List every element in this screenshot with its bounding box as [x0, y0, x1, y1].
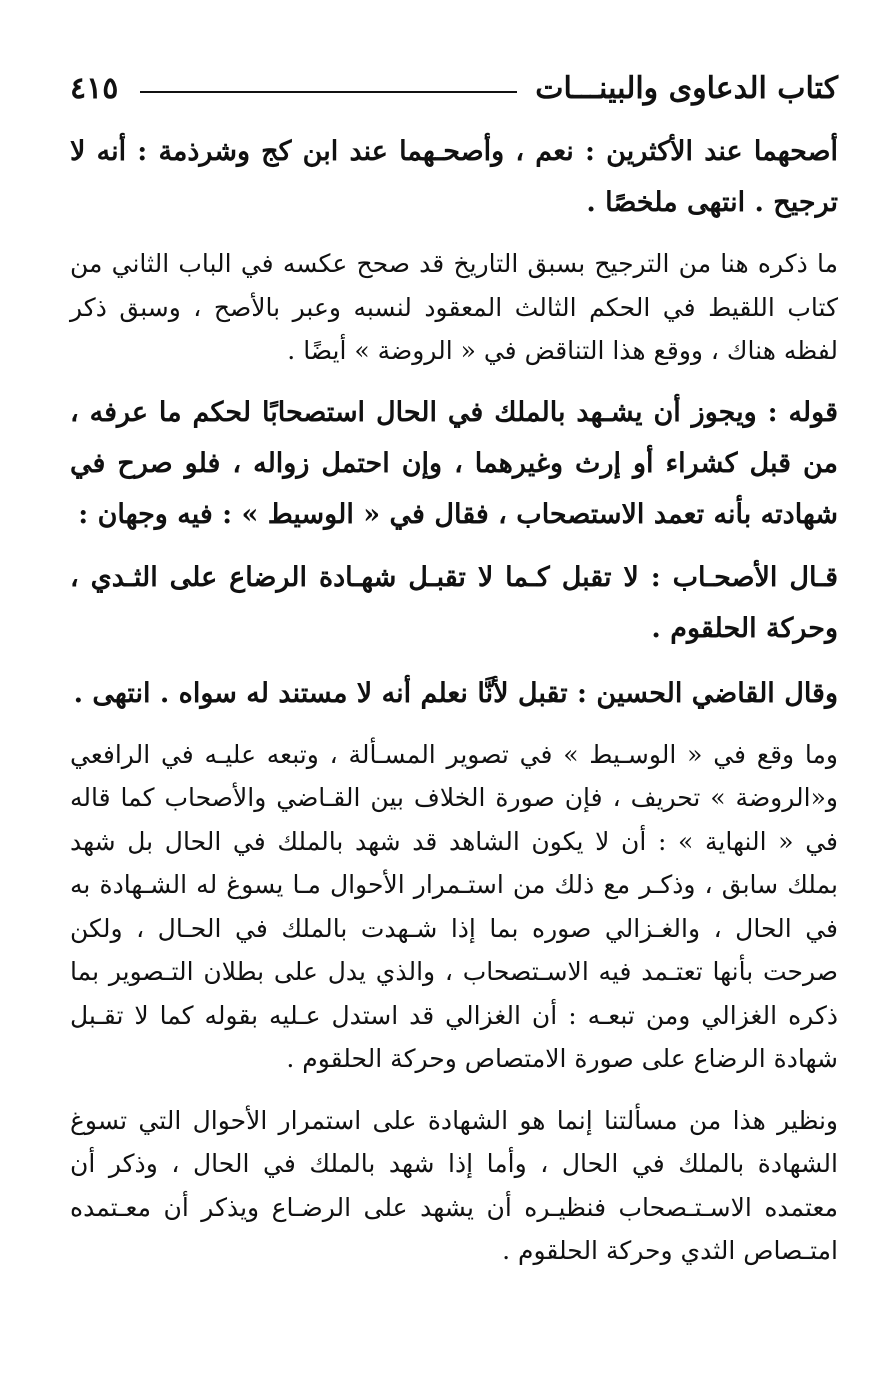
paragraph-bold-quote: أصحهما عند الأكثرين : نعم ، وأصحـهما عند ابن كج وشرذمة : أنه لا ترجيح . انتهى ملخصًا .	[70, 136, 838, 218]
page-number: ٤١٥	[70, 70, 119, 106]
paragraph-bold-quote: قوله : ويجوز أن يشـهد بالملك في الحال استصحابًا لحكم ما عرفه ، من قبل كشراء أو إرث وغيرهما ، وإن احتمل زواله ، فلو صرح في شهادته بأنه تعمد الاستصحاب ، فقال في « الوسيط » : فيه وجهان :	[70, 396, 838, 530]
paragraph-bold-quote: وقال القاضي الحسين : تقبل لأنَّا نعلم أنه لا مستند له سواه . انتهى .	[73, 677, 838, 709]
paragraph-bold-quote: قـال الأصحـاب : لا تقبل كـما لا تقبـل شهـادة الرضاع على الثـدي ، وحركة الحلقوم .	[70, 561, 838, 644]
paragraph-commentary: ما ذكره هنا من الترجيح بسبق التاريخ قد صحح عكسه في الباب الثاني من كتاب اللقيط في الحكم الثالث المعقود لنسبه وعبر بالأصح ، وسبق ذكر لفظه هناك ، ووقع هذا التناقض في « الروضة » أيضًا .	[70, 249, 838, 365]
header-title: كتاب الدعاوى والبينـــات	[535, 70, 838, 106]
running-header	[70, 62, 838, 114]
book-page	[70, 62, 838, 1273]
paragraph-commentary: ونظير هذا من مسألتنا إنما هو الشهادة على استمرار الأحوال التي تسوغ الشهادة بالملك في الحال ، وأما إذا شهد بالملك في الحال ، وذكر أن معتمده الاسـتـصحاب فنظيـره أن يشهد على الرضـاع ويذكر أن معـتمده امتـصاص الثدي وحركة الحلقوم .	[70, 1105, 838, 1265]
paragraph-commentary: وما وقع في « الوسـيط » في تصوير المسـألة ، وتبعه عليـه في الرافعي و«الروضة » تحريف ، فإن صورة الخلاف بين القـاضي والأصحاب كما قاله في « النهاية » : أن لا يكون الشاهد قد شهد بالملك في الحال بل شهد بملك سابق ، وذكـر مع ذلك من استـمرار الأحوال مـا يسوغ له الشـهادة به في الحال ، والغـزالي صوره بما إذا شـهدت بالملك في الحـال ، ولكن صرحت بأنها تعتـمد فيه الاسـتصحاب ، والذي يدل على بطلان التـصوير بما ذكره الغزالي ومن تبعـه : أن الغزالي قد استدل عـليه بقوله كما لا تقـبل شهادة الرضاع على صورة الامتصاص وحركة الحلقوم .	[70, 739, 838, 1073]
header-rule	[140, 91, 517, 93]
